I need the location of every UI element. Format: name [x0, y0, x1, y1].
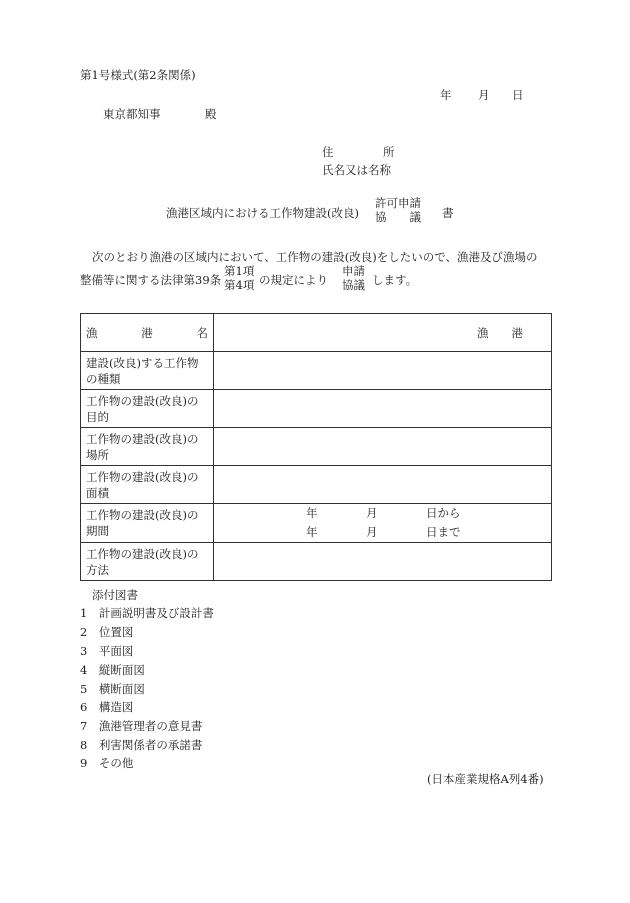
mode-consult: 協議 — [342, 278, 365, 292]
period-from-year: 年 — [306, 506, 318, 520]
location-label: 工作物の建設(改良)の場所 — [81, 428, 214, 466]
name-label: 氏名又は名称 — [322, 163, 391, 177]
list-item: 6 構造図 — [80, 700, 134, 714]
article-item-1: 第1項 — [224, 264, 255, 278]
list-item: 2 位置図 — [80, 625, 134, 639]
list-item: 4 縦断面図 — [80, 663, 145, 677]
body-line-2a: 整備等に関する法律第39条 — [80, 273, 222, 287]
period-from-day: 日から — [426, 506, 461, 520]
period-to-month: 月 — [366, 525, 378, 539]
table-row — [81, 352, 552, 390]
title-option-stack — [375, 196, 421, 224]
list-item: 7 漁港管理者の意見書 — [80, 719, 203, 733]
port-suffix: 漁 港 — [477, 325, 523, 340]
addressee-honorific: 殿 — [205, 107, 217, 121]
period-field[interactable] — [214, 504, 552, 543]
table-row-port — [81, 314, 552, 352]
list-item: 9 その他 — [80, 756, 134, 770]
date-month: 月 — [478, 88, 490, 102]
structure-type-label: 建設(改良)する工作物の種類 — [81, 352, 214, 390]
table-row — [81, 390, 552, 428]
address-label-b: 所 — [383, 145, 395, 159]
date-day: 日 — [512, 88, 524, 102]
list-item: 1 計画説明書及び設計書 — [80, 606, 214, 620]
body-line-2b: の規定により — [259, 273, 328, 287]
date-year: 年 — [440, 88, 452, 102]
period-to-day: 日まで — [426, 525, 461, 539]
period-from-month: 月 — [366, 506, 378, 520]
paper-size-note: (日本産業規格A列4番) — [427, 772, 544, 786]
method-field[interactable] — [214, 543, 552, 581]
structure-type-field[interactable] — [214, 352, 552, 390]
body-line-2c: します。 — [372, 273, 418, 287]
table-row — [81, 504, 552, 543]
body-line-1: 次のとおり漁港の区域内において、工作物の建設(改良)をしたいので、漁港及び漁場の — [92, 250, 538, 264]
article-item-4: 第4項 — [224, 278, 255, 292]
port-name-char-3: 名 — [196, 325, 208, 340]
port-name-char-1: 漁 — [86, 325, 98, 340]
address-label-a: 住 — [322, 145, 334, 159]
list-item: 8 利害関係者の承諾書 — [80, 738, 203, 752]
mode-apply: 申請 — [342, 264, 365, 278]
purpose-label: 工作物の建設(改良)の目的 — [81, 390, 214, 428]
attachments-heading: 添付図書 — [92, 588, 138, 602]
document-title: 漁港区域内における工作物建設(改良) — [166, 206, 359, 220]
purpose-field[interactable] — [214, 390, 552, 428]
port-name-label — [81, 314, 214, 352]
title-suffix: 書 — [442, 206, 454, 220]
area-field[interactable] — [214, 466, 552, 504]
period-label: 工作物の建設(改良)の期間 — [81, 504, 214, 543]
port-name-field[interactable] — [214, 314, 552, 352]
title-option-permit: 許可申請 — [375, 196, 421, 210]
mode-stack — [342, 264, 365, 292]
period-to-year: 年 — [306, 525, 318, 539]
application-table — [80, 313, 552, 581]
title-option-consult: 協 議 — [375, 210, 421, 224]
form-number: 第1号様式(第2条関係) — [80, 68, 196, 82]
port-name-char-2: 港 — [141, 325, 153, 340]
addressee-name: 東京都知事 — [103, 107, 161, 121]
location-field[interactable] — [214, 428, 552, 466]
table-row — [81, 428, 552, 466]
method-label: 工作物の建設(改良)の方法 — [81, 543, 214, 581]
list-item: 3 平面図 — [80, 644, 134, 658]
table-row — [81, 466, 552, 504]
list-item: 5 横断面図 — [80, 682, 145, 696]
table-row — [81, 543, 552, 581]
area-label: 工作物の建設(改良)の面積 — [81, 466, 214, 504]
article-item-stack — [224, 264, 254, 292]
